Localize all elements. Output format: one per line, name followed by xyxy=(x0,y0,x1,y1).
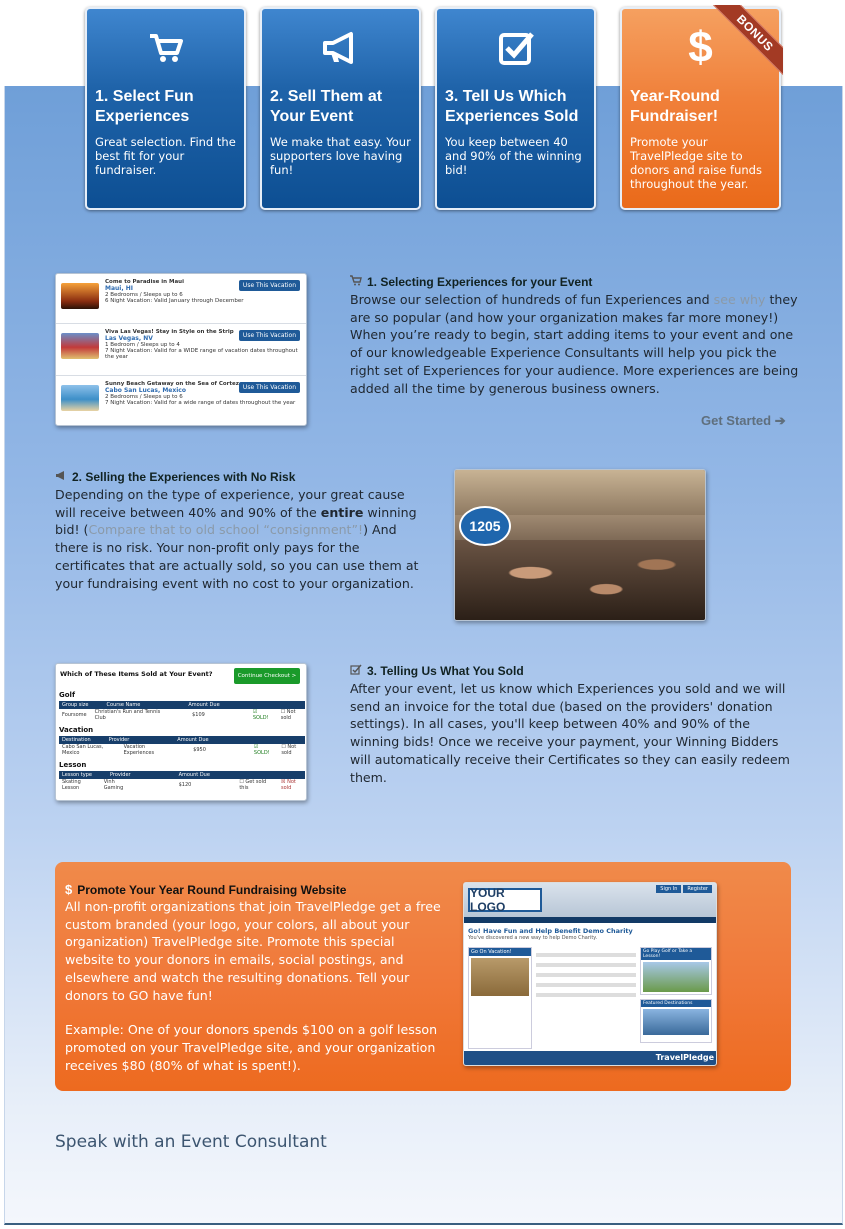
not-sold-checkbox[interactable]: ☒ Not sold xyxy=(281,779,296,791)
section-selecting xyxy=(350,275,800,397)
bid-paddle: 1205 xyxy=(459,506,511,546)
step-text: We make that easy. Your supporters love having fun! xyxy=(270,135,411,177)
cart-icon xyxy=(95,17,236,79)
list-item: Come to Paradise in Maui Maui, HI 2 Bedrooms / Sleeps up to 6 6 Night Vacation: Valid January through December Use This Vacation xyxy=(56,274,306,324)
get-sold-checkbox[interactable]: ☐ Get sold this xyxy=(239,779,267,791)
section-body: Depending on the type of experience, your great cause will receive between 40% and 90% of the entire winning bid! (Compare that to old school “consignment”!) And there is no risk. Your non-profit only pays for the certificates that are actually sold, so you can use them at your fundraising event with no cost to your organization. xyxy=(55,487,419,591)
sold-items-screenshot: Which of These Items Sold at Your Event? Continue Checkout > Golf Group size Course Name Amount Due Foursome Christian's Run and Tennis Club $109 ☑ SOLD! ☐ Not sold Vacation Destination Provider Amount Due Cabo San Lucas, Mexico Vacation Experiences $950 ☑ SOLD! ☐ Not sold Lesson Lesson type Provider Amount Due Skating Lesson Vinh Gaming $120 ☐ Get sold this ☒ Not sold xyxy=(55,663,307,801)
section-body: After your event, let us know which Experiences you sold and we will send an invoice for the total due (based on the providers' donation settings). In all cases, you'll keep between 40% and 90% of the winning bids! Once we receive your payment, your Winning Bidders will automatically receive their Certificates so they can easily redeem them. xyxy=(350,681,790,785)
megaphone-icon xyxy=(270,17,411,79)
not-sold-checkbox[interactable]: ☐ Not sold xyxy=(281,744,297,756)
use-vacation-button[interactable]: Use This Vacation xyxy=(239,330,300,341)
checkbox-icon xyxy=(445,17,586,79)
step-text: You keep between 40 and 90% of the winning bid! xyxy=(445,135,582,177)
step-select-experiences[interactable] xyxy=(85,7,246,210)
section-body: Browse our selection of hundreds of fun Experiences and see why they are so popular (and how your organization makes far more money!) When you’re ready to begin, start adding items to your event and one of our knowledgeable Experience Consultants will help you pick the right set of Experiences for your audience. More experiences are being added all the time by generous business owners. xyxy=(350,292,799,396)
step-tell-sold[interactable] xyxy=(435,7,596,210)
not-sold-checkbox[interactable]: ☐ Not sold xyxy=(280,709,296,721)
custom-site-screenshot: YOUR LOGO Sign In Register Go! Have Fun and Help Benefit Demo Charity You've discovered a new way to help Demo Charity. Go On Vacation! Go Play Golf or Take a Lesson! Featured Destinations TravelPledge xyxy=(463,882,717,1066)
sold-checkbox[interactable]: ☑ SOLD! xyxy=(252,709,269,721)
promo-text: All non-profit organizations that join TravelPledge get a free custom branded (your logo, your colors, all about your organization) TravelPledge site. Promote this special website to your donors in emails, social postings, and elsewhere and watch the resulting donations. Tell your donors to GO have fun! xyxy=(65,899,441,1003)
megaphone-icon xyxy=(55,470,67,484)
promo-example: Example: One of your donors spends $100 on a golf lesson promoted on your TravelPledge site, and your organization receives $80 (80% of what is spent!). xyxy=(65,1022,438,1073)
continue-checkout-button[interactable]: Continue Checkout > xyxy=(234,668,300,684)
step-title: 2. Sell Them at Your Event xyxy=(270,88,383,125)
your-logo: YOUR LOGO xyxy=(468,888,542,912)
step-text: Promote your TravelPledge site to donors and raise funds throughout the year. xyxy=(630,135,762,191)
see-why-link[interactable]: see why xyxy=(713,292,766,307)
list-item: Sunny Beach Getaway on the Sea of Cortez Cabo San Lucas, Mexico 2 Bedrooms / Sleeps up to 6 7 Night Vacation: Valid for a wide range of dates throughout the year Use This Vacation xyxy=(56,376,306,426)
step-title: 1. Select Fun Experiences xyxy=(95,88,194,125)
promo-panel xyxy=(55,862,791,1091)
step-year-round[interactable] xyxy=(620,7,781,210)
get-started-link[interactable]: Get Started ➔ xyxy=(701,413,786,428)
step-text: Great selection. Find the best fit for your fundraiser. xyxy=(95,135,236,177)
vacation-list-screenshot xyxy=(55,273,307,426)
use-vacation-button[interactable]: Use This Vacation xyxy=(239,382,300,393)
cart-icon xyxy=(350,275,362,289)
dollar-icon: $ xyxy=(688,23,713,72)
arrow-right-icon: ➔ xyxy=(774,413,786,428)
dollar-icon: $ xyxy=(65,882,73,897)
step-title: Year-Round Fundraiser! xyxy=(630,88,720,125)
auction-photo xyxy=(454,469,706,621)
step-title: 3. Tell Us Which Experiences Sold xyxy=(445,88,579,125)
list-item: Viva Las Vegas! Stay in Style on the Strip Las Vegas, NV 1 Bedroom / Sleeps up to 4 7 Night Vacation: Valid for a WIDE range of vacation dates throughout the year Use This Vacation xyxy=(56,324,306,376)
section-heading: 3. Telling Us What You Sold xyxy=(367,664,524,678)
promo-heading: Promote Your Year Round Fundraising Website xyxy=(77,882,347,897)
section-heading: 1. Selecting Experiences for your Event xyxy=(367,275,593,289)
speak-consultant-link[interactable]: Speak with an Event Consultant xyxy=(55,1132,327,1152)
compare-link[interactable]: Compare that to old school “consignment”! xyxy=(88,522,364,538)
sold-checkbox[interactable]: ☑ SOLD! xyxy=(253,744,270,756)
section-telling xyxy=(350,664,795,786)
bonus-ribbon: BONUS xyxy=(711,5,783,77)
step-sell-experiences[interactable] xyxy=(260,7,421,210)
section-selling xyxy=(55,470,420,592)
checkbox-icon xyxy=(350,664,362,678)
section-heading: 2. Selling the Experiences with No Risk xyxy=(72,470,296,484)
use-vacation-button[interactable]: Use This Vacation xyxy=(239,280,300,291)
